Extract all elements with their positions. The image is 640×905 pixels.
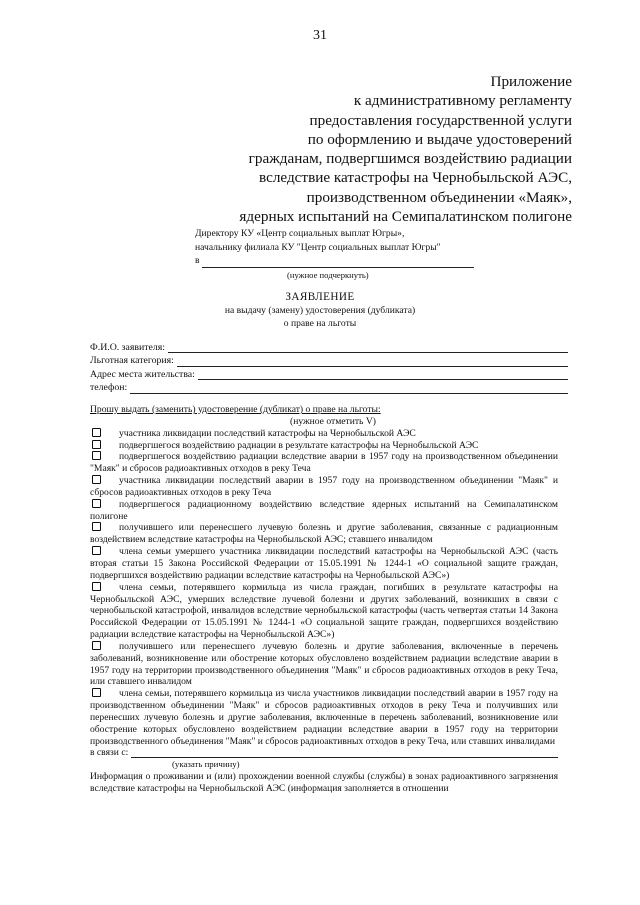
phone-label: телефон: bbox=[90, 382, 128, 394]
option-text: получившего или перенесшего лучевую болезнь и другие заболевания, связанные с радиационным воздействием вследствие катастрофы на Чернобыльской АЭС; ставшего инвалидом bbox=[90, 522, 558, 546]
option-item bbox=[90, 451, 558, 475]
addressee-hint: (нужное подчеркнуть) bbox=[287, 269, 369, 280]
addressee-prefix: в bbox=[195, 255, 200, 266]
phone-field[interactable] bbox=[130, 383, 568, 394]
checkbox[interactable] bbox=[92, 475, 101, 484]
statement-title: ЗАЯВЛЕНИЕ bbox=[285, 291, 355, 303]
residence-info-text: Информация о проживании и (или) прохождении военной службы (службы) в зонах радиоактивного загрязнения вследствие катастрофы на Чернобыльской АЭС (информация заполняется в отношении bbox=[90, 771, 558, 794]
statement-subtitle-line: о праве на льготы bbox=[283, 317, 357, 329]
reason-label: в связи с: bbox=[90, 747, 129, 759]
option-item bbox=[90, 688, 558, 747]
reason-row bbox=[90, 747, 558, 759]
benefit-category-row bbox=[90, 354, 568, 367]
checkbox[interactable] bbox=[92, 688, 101, 697]
statement-subtitle-line: на выдачу (замену) удостоверения (дубликата) bbox=[224, 305, 416, 316]
phone-row bbox=[90, 381, 568, 394]
option-item bbox=[90, 475, 558, 499]
addressee-line: начальнику филиала КУ "Центр социальных выплат Югры" bbox=[195, 241, 441, 253]
appendix-line: Приложение bbox=[490, 73, 572, 90]
page-number: 31 bbox=[313, 28, 327, 43]
applicant-name-field[interactable] bbox=[168, 342, 568, 353]
addressee-office-field[interactable] bbox=[202, 257, 474, 268]
option-item bbox=[90, 641, 558, 688]
address-field[interactable] bbox=[198, 369, 568, 380]
applicant-fields bbox=[90, 341, 568, 395]
checkbox[interactable] bbox=[92, 546, 101, 555]
option-text: получившего или перенесшего лучевую болезнь и другие заболевания, включенные в перечень заболеваний, возникновение или обострение которых обусловлено воздействием радиации вследствие аварии в 1957 году на территории производственного объединения "Маяк" и сбросов радиоактивных отходов в реку Теча, или ставшего инвалидом bbox=[90, 640, 558, 688]
benefit-category-label: Льготная категория: bbox=[90, 355, 174, 367]
applicant-name-label: Ф.И.О. заявителя: bbox=[90, 342, 166, 353]
checkbox[interactable] bbox=[92, 428, 101, 437]
checkbox[interactable] bbox=[92, 440, 101, 449]
appendix-line: производственном объединении «Маяк», bbox=[306, 188, 572, 206]
option-text: подвергшегося радиационному воздействию вследствие ядерных испытаний на Семипалатинском полигоне bbox=[90, 498, 558, 522]
option-item bbox=[90, 499, 558, 523]
option-item bbox=[90, 582, 558, 641]
request-section bbox=[90, 404, 558, 795]
option-text: участника ликвидации последствий аварии в 1957 году на производственном объединении "Маяк" и сбросов радиоактивных отходов в реку Теча bbox=[90, 475, 558, 498]
address-label: Адрес места жительства: bbox=[90, 368, 195, 380]
addressee-office-row bbox=[195, 254, 475, 268]
checkbox[interactable] bbox=[92, 582, 101, 591]
option-text: члена семьи умершего участника ликвидации последствий катастрофы на Чернобыльской АЭС (часть вторая статьи 15 Закона Российской Федерации от 15.05.1991 № 1244-1 «О социальной защите граждан, подвергшихся воздействию радиации вследствие катастрофы на Чернобыльской АЭС») bbox=[90, 546, 558, 581]
appendix-line: предоставления государственной услуги bbox=[309, 111, 572, 129]
benefit-category-field[interactable] bbox=[177, 356, 568, 367]
checkbox[interactable] bbox=[92, 641, 101, 650]
option-text: подвергшегося воздействию радиации вследствие аварии в 1957 году на производственном объединении "Маяк" и сбросов радиоактивных отходов в реку Теча bbox=[90, 451, 558, 475]
appendix-header bbox=[152, 72, 572, 226]
addressee-line: Директору КУ «Центр социальных выплат Югры», bbox=[195, 228, 405, 239]
appendix-line: ядерных испытаний на Семипалатинском полигоне bbox=[239, 208, 572, 226]
reason-hint: (указать причину) bbox=[172, 759, 240, 770]
option-text: члена семьи, потерявшего кормильца из числа граждан, погибших в результате катастрофы на Чернобыльской АЭС, умерших вследствие лучевой болезни и других заболеваний, возникших в связи с чернобыльской катастрофой, инвалидов вследствие чернобыльской катастрофы (часть четвертая статьи 14 Закона Российской Федерации от 15.05.1991 № 1244-1 «О социальной защите граждан, подвергшихся воздействию радиации вследствие катастрофы на Чернобыльской АЭС») bbox=[90, 581, 558, 641]
applicant-name-row bbox=[90, 341, 568, 354]
checkbox[interactable] bbox=[92, 499, 101, 508]
statement-subtitle bbox=[0, 305, 640, 330]
option-text: участника ликвидации последствий катастрофы на Чернобыльской АЭС bbox=[119, 427, 416, 439]
checkbox[interactable] bbox=[92, 451, 101, 460]
option-item bbox=[90, 428, 558, 440]
option-text: подвергшегося воздействию радиации в результате катастрофы на Чернобыльской АЭС bbox=[119, 439, 479, 451]
checkbox[interactable] bbox=[92, 522, 101, 531]
option-item bbox=[90, 546, 558, 582]
appendix-line: по оформлению и выдаче удостоверений bbox=[307, 130, 572, 148]
option-text: члена семьи, потерявшего кормильца из числа участников ликвидации последствий аварии в 1957 году на производственном объединении "Маяк" и сбросов радиоактивных отходов в реку Теча и получивших или перенесших лучевую болезнь и другие заболевания, включенные в перечень заболеваний, возникновение или обострение которых обусловлено воздействием радиации вследствие аварии в 1957 году на территории производственного объединения "Маяк" и сбросов радиоактивных отходов в реку Теча, или ставших инвалидами bbox=[90, 688, 558, 747]
request-heading: Прошу выдать (заменить) удостоверение (дубликат) о праве на льготы: bbox=[90, 404, 381, 415]
option-item bbox=[90, 522, 558, 546]
appendix-line: к административному регламенту bbox=[353, 92, 572, 110]
address-row bbox=[90, 368, 568, 381]
reason-field[interactable] bbox=[131, 748, 558, 758]
addressee-block bbox=[195, 227, 475, 282]
appendix-line: вследствие катастрофы на Чернобыльской АЭС, bbox=[259, 169, 572, 187]
appendix-line: гражданам, подвергшимся воздействию радиации bbox=[248, 150, 572, 168]
option-item bbox=[90, 440, 558, 452]
request-note: (нужное отметить V) bbox=[290, 415, 376, 427]
